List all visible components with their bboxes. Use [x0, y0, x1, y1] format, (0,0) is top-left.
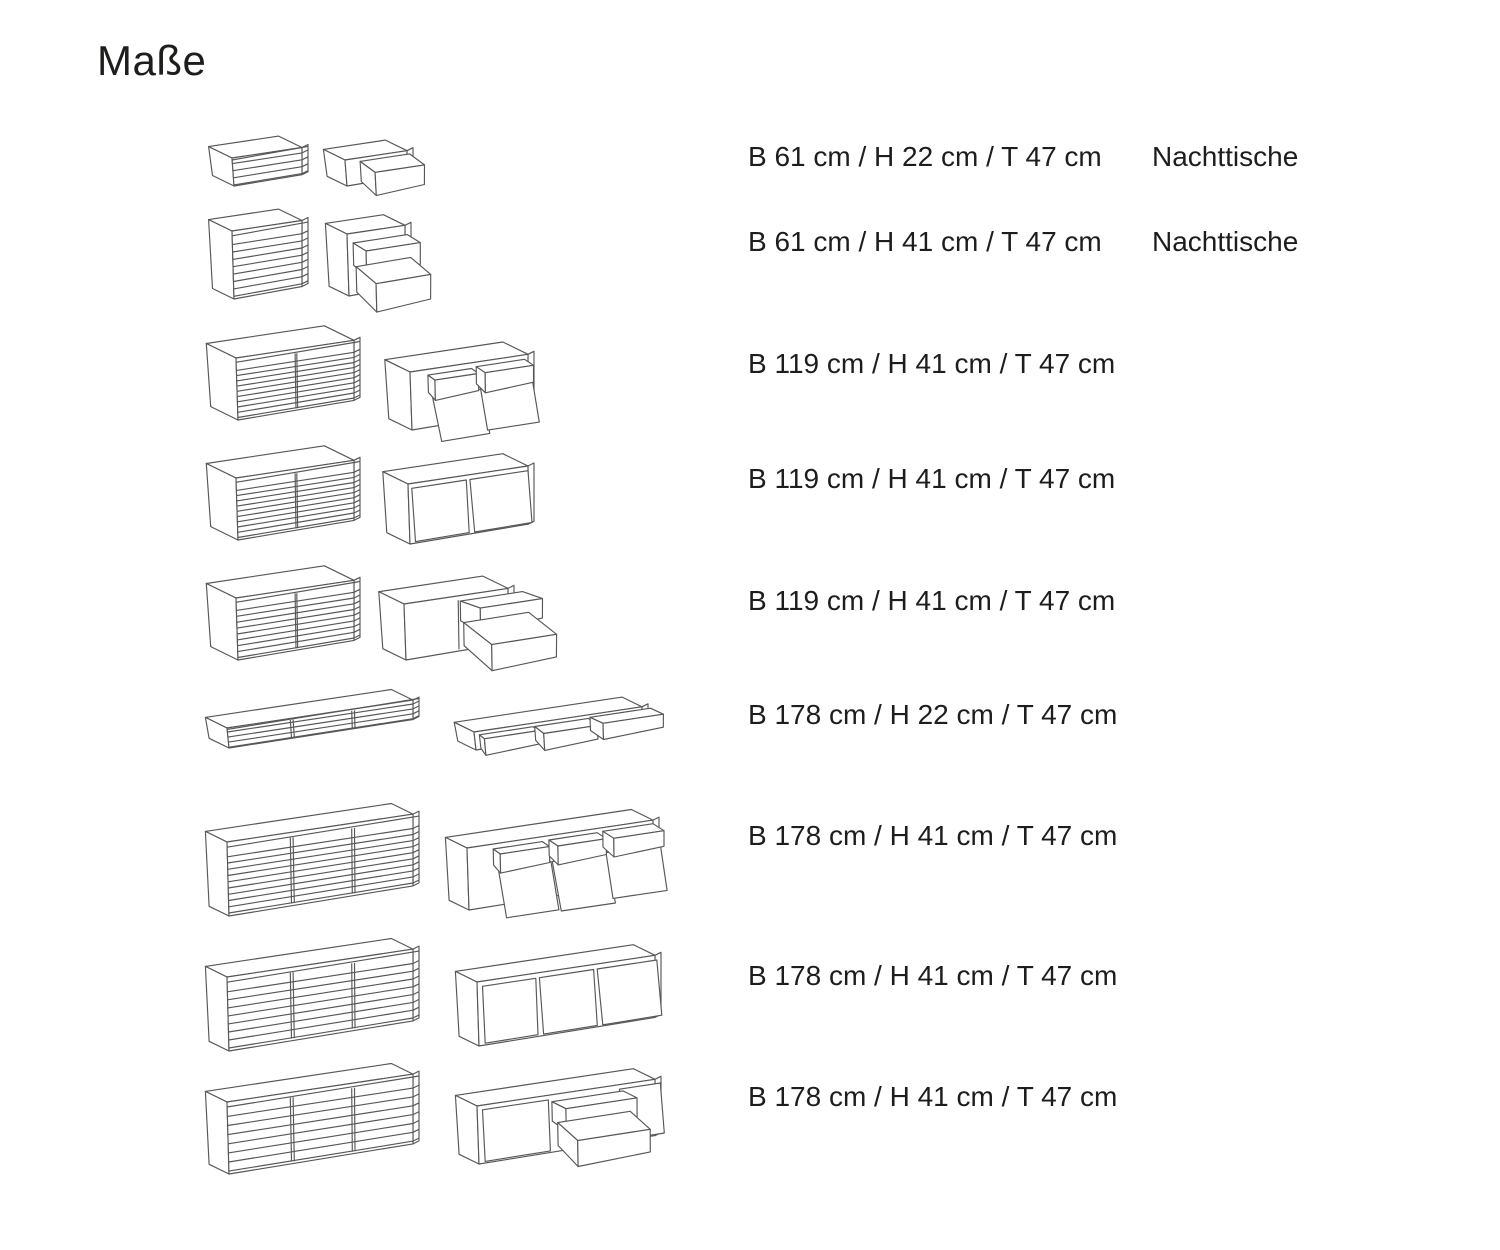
- dimension-text: B 119 cm / H 41 cm / T 47 cm: [748, 585, 1116, 616]
- sideboard-119-closed-drawing: [206, 566, 360, 660]
- dimension-text: B 178 cm / H 41 cm / T 47 cm: [748, 1081, 1118, 1112]
- page-title: Maße: [97, 37, 207, 84]
- nightstand-high-closed-drawing: [209, 209, 308, 299]
- dimension-text: B 61 cm / H 41 cm / T 47 cm: [748, 226, 1102, 257]
- dimension-text: B 119 cm / H 41 cm / T 47 cm: [748, 348, 1116, 379]
- dimension-text: B 178 cm / H 41 cm / T 47 cm: [748, 960, 1118, 991]
- lowboard-178-drawers-open-drawing: [454, 697, 663, 755]
- sideboard-178-closed-drawing: [205, 804, 419, 917]
- category-label: Nachttische: [1152, 141, 1299, 172]
- dimension-text: B 119 cm / H 41 cm / T 47 cm: [748, 463, 1116, 494]
- dimension-text: B 178 cm / H 22 cm / T 47 cm: [748, 699, 1118, 730]
- sideboard-119-closed-drawing: [206, 446, 360, 540]
- nightstand-low-closed-drawing: [209, 136, 308, 186]
- sideboard-178-three-doors-drawing: [455, 945, 661, 1046]
- nightstand-low-drawer-open-drawing: [323, 140, 424, 195]
- sideboard-178-door-drawers-door-drawing: [455, 1069, 664, 1167]
- sideboard-178-drawers-doors-open-drawing: [445, 810, 667, 918]
- sideboard-119-drawers-doors-open-drawing: [385, 342, 540, 441]
- sideboard-119-door-drawers-open-drawing: [379, 576, 557, 671]
- sideboard-119-closed-drawing: [206, 326, 360, 420]
- dimension-text: B 61 cm / H 22 cm / T 47 cm: [748, 141, 1102, 172]
- lowboard-178-closed-drawing: [205, 690, 419, 749]
- nightstand-high-drawers-open-drawing: [325, 215, 430, 312]
- sideboard-119-two-doors-drawing: [383, 454, 534, 544]
- category-label: Nachttische: [1152, 226, 1299, 257]
- dimension-text: B 178 cm / H 41 cm / T 47 cm: [748, 820, 1118, 851]
- sideboard-178-closed-drawing: [205, 1064, 419, 1175]
- sideboard-178-closed-drawing: [205, 939, 419, 1052]
